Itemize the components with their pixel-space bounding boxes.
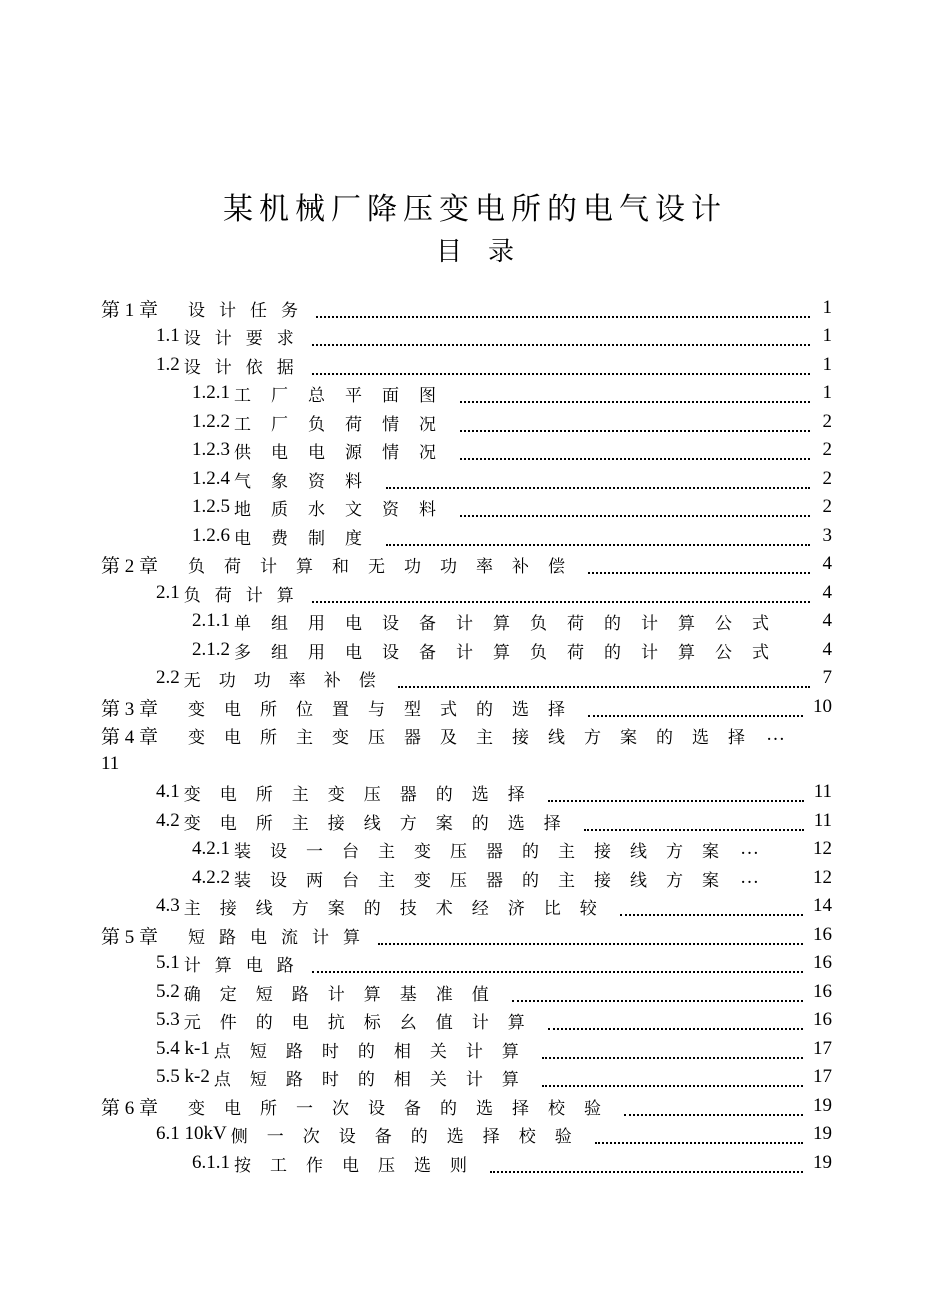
toc-entry-number: 4.1 (156, 781, 180, 802)
toc-entry[interactable] (101, 921, 832, 949)
toc-entry-page: 11 (813, 810, 832, 831)
leader-dots (460, 389, 810, 403)
toc-entry-number: 1.1 (156, 325, 180, 346)
toc-entry[interactable] (101, 550, 832, 578)
toc-entry[interactable] (156, 351, 832, 379)
toc-entry-label: 装设两台主变压器的主接线方案 (234, 870, 738, 891)
toc-entry-label: 工厂负荷情况 (234, 414, 456, 435)
toc-entry[interactable] (192, 1149, 832, 1177)
toc-entry[interactable] (101, 294, 832, 322)
toc-entry-number: 4.2.2 (192, 867, 230, 888)
toc-entry-page: 17 (813, 1038, 832, 1059)
leader-dots (542, 1045, 803, 1059)
toc-entry-page: 2 (822, 439, 832, 460)
toc-entry-label: 单组用电设备计算负荷的计算公式 (234, 613, 789, 634)
toc-entry-label: 变电所主变压器及主接线方案的选择 (188, 727, 765, 748)
leader-dots (398, 674, 810, 688)
toc-heading: 目录 (435, 237, 540, 267)
toc-entry-label: 负荷计算和无功功率补偿 (188, 556, 585, 577)
toc-entry-page: 16 (813, 981, 832, 1002)
toc-entry-label: 设计任务 (188, 300, 313, 321)
toc-entry[interactable] (101, 721, 832, 749)
toc-entry-number: 第 3 章 (101, 698, 159, 720)
toc-entry-label: 多组用电设备计算负荷的计算公式 (234, 642, 789, 663)
toc-entry-page: 4 (822, 553, 832, 574)
leader-dots (312, 332, 810, 346)
toc-entry-page: 4 (822, 610, 832, 631)
toc-entry-page: 19 (813, 1095, 832, 1116)
leader-dots (595, 1130, 803, 1144)
toc-entry-page: 4 (822, 582, 832, 603)
toc-entry-page: 17 (813, 1066, 832, 1087)
toc-entry-label: 短路电流计算 (188, 927, 375, 948)
toc-entry-label: 侧一次设备的选择校验 (230, 1126, 591, 1147)
leader-dots (312, 361, 810, 375)
toc-entry-page: 1 (822, 382, 832, 403)
toc-entry[interactable] (192, 408, 832, 436)
leader-dots (312, 589, 810, 603)
toc-entry[interactable] (192, 465, 832, 493)
toc-entry[interactable] (156, 1035, 832, 1063)
toc-entry-number: 4.2.1 (192, 838, 230, 859)
toc-entry-number: 第 6 章 (101, 1097, 159, 1119)
toc-entry-label: 供电电源情况 (234, 442, 456, 463)
toc-entry-number: 4.2 (156, 810, 180, 831)
toc-entry[interactable] (192, 522, 832, 550)
toc-entry-label: 气象资料 (234, 471, 382, 492)
toc-entry-label: 元件的电抗标幺值计算 (183, 1012, 544, 1033)
toc-entry-page: 3 (822, 525, 832, 546)
toc-entry-number: 第 2 章 (101, 555, 159, 577)
toc-entry[interactable] (192, 493, 832, 521)
toc-entry-number: 2.1 (156, 582, 180, 603)
leader-dots (460, 446, 810, 460)
toc-entry-page: 16 (813, 924, 832, 945)
toc-entry-page: 11 (101, 753, 120, 774)
toc-entry[interactable] (156, 978, 832, 1006)
toc-entry-label: 变电所位置与型式的选择 (188, 699, 585, 720)
toc-entry[interactable] (101, 1092, 832, 1120)
toc-entry[interactable] (156, 807, 832, 835)
leader-dots (512, 988, 803, 1002)
toc-entry-label: 地质水文资料 (234, 499, 456, 520)
toc-entry-number: 5.5 k-2 (156, 1066, 210, 1087)
toc-entry-label: 电费制度 (234, 528, 382, 549)
toc-entry-page: 19 (813, 1123, 832, 1144)
leader-dots (588, 703, 803, 717)
toc-entry-page: 11 (813, 781, 832, 802)
toc-entry-page: 12 (813, 838, 832, 859)
toc-entry-number: 第 1 章 (101, 299, 159, 321)
toc-entry-label: 变电所一次设备的选择校验 (188, 1098, 621, 1119)
leader-dots (316, 304, 810, 318)
leader-dots (542, 1073, 803, 1087)
toc-entry[interactable] (192, 436, 832, 464)
truncation-ellipsis: … (740, 867, 760, 888)
toc-entry-number: 5.3 (156, 1009, 180, 1030)
toc-entry-label: 点短路时的相关计算 (213, 1041, 538, 1062)
leader-dots (460, 503, 810, 517)
toc-entry-label: 工厂总平面图 (234, 385, 456, 406)
toc-entry-number: 1.2.6 (192, 525, 230, 546)
leader-dots (490, 1159, 803, 1173)
toc-entry[interactable] (156, 579, 832, 607)
toc-entry-page: 14 (813, 895, 832, 916)
toc-entry-label: 设计依据 (183, 357, 308, 378)
truncation-ellipsis: … (766, 724, 787, 745)
leader-dots (548, 1016, 803, 1030)
toc-entry-page: 2 (822, 496, 832, 517)
toc-entry-label: 负荷计算 (183, 585, 308, 606)
leader-dots (584, 817, 804, 831)
toc-entry[interactable] (156, 1063, 832, 1091)
toc-entry-page: 16 (813, 1009, 832, 1030)
leader-dots (378, 931, 803, 945)
toc-entry-label: 变电所主变压器的选择 (183, 784, 544, 805)
toc-entry-label: 设计要求 (183, 328, 308, 349)
toc-entry-page: 2 (822, 468, 832, 489)
leader-dots (548, 788, 804, 802)
toc-entry-number: 第 5 章 (101, 926, 159, 948)
toc-entry[interactable] (156, 949, 832, 977)
toc-entry-page: 4 (822, 639, 832, 660)
toc-entry-page: 7 (822, 667, 832, 688)
toc-entry-number: 1.2.2 (192, 411, 230, 432)
toc-entry[interactable] (156, 1120, 832, 1148)
toc-entry-page: 16 (813, 952, 832, 973)
toc-entry-page: 19 (813, 1152, 832, 1173)
toc-entry[interactable] (192, 379, 832, 407)
toc-entry-page: 2 (822, 411, 832, 432)
leader-dots (624, 1102, 803, 1116)
toc-entry-label: 确定短路计算基准值 (183, 984, 508, 1005)
toc-entry-number: 4.3 (156, 895, 180, 916)
toc-entry-page: 1 (822, 354, 832, 375)
toc-entry-label: 主接线方案的技术经济比较 (183, 898, 616, 919)
toc-entry-page: 1 (822, 325, 832, 346)
toc-entry[interactable] (192, 607, 832, 635)
toc-entry-number: 2.1.2 (192, 639, 230, 660)
leader-dots (386, 532, 810, 546)
toc-entry[interactable] (192, 636, 832, 664)
toc-entry-number: 6.1 10kV (156, 1123, 227, 1144)
toc-entry-number: 5.2 (156, 981, 180, 1002)
toc-entry-number: 1.2.4 (192, 468, 230, 489)
toc-entry-label: 变电所主接线方案的选择 (183, 813, 580, 834)
toc-entry-number: 2.2 (156, 667, 180, 688)
toc-entry[interactable] (156, 664, 832, 692)
toc-entry-number: 5.4 k-1 (156, 1038, 210, 1059)
toc-entry-number: 1.2.5 (192, 496, 230, 517)
toc-entry-label: 点短路时的相关计算 (213, 1069, 538, 1090)
leader-dots (460, 418, 810, 432)
toc-entry[interactable] (192, 835, 832, 863)
toc-entry-label: 计算电路 (183, 955, 308, 976)
toc-entry-label: 无功功率补偿 (183, 670, 394, 691)
toc-entry-number: 1.2 (156, 354, 180, 375)
leader-dots (620, 902, 803, 916)
leader-dots (386, 475, 810, 489)
toc-entry-number: 6.1.1 (192, 1152, 230, 1173)
toc-entry[interactable] (192, 864, 832, 892)
toc-entry-page: 12 (813, 867, 832, 888)
toc-entry-number: 第 4 章 (101, 726, 159, 748)
toc-entry[interactable] (156, 778, 832, 806)
toc-entry[interactable] (101, 693, 832, 721)
toc-entry-number: 2.1.1 (192, 610, 230, 631)
toc-entry-label: 装设一台主变压器的主接线方案 (234, 841, 738, 862)
toc-entry[interactable] (156, 322, 832, 350)
toc-entry-number: 1.2.3 (192, 439, 230, 460)
toc-entry-number: 1.2.1 (192, 382, 230, 403)
document-title: 某机械厂降压变电所的电气设计 (223, 192, 727, 227)
toc-entry-page: 1 (822, 297, 832, 318)
leader-dots (588, 560, 810, 574)
truncation-ellipsis: … (740, 838, 760, 859)
toc-entry-label: 按工作电压选则 (234, 1155, 486, 1176)
toc-entry-page: 10 (813, 696, 832, 717)
toc-entry-number: 5.1 (156, 952, 180, 973)
toc-entry[interactable] (156, 892, 832, 920)
toc-entry[interactable] (156, 1006, 832, 1034)
leader-dots (312, 959, 803, 973)
